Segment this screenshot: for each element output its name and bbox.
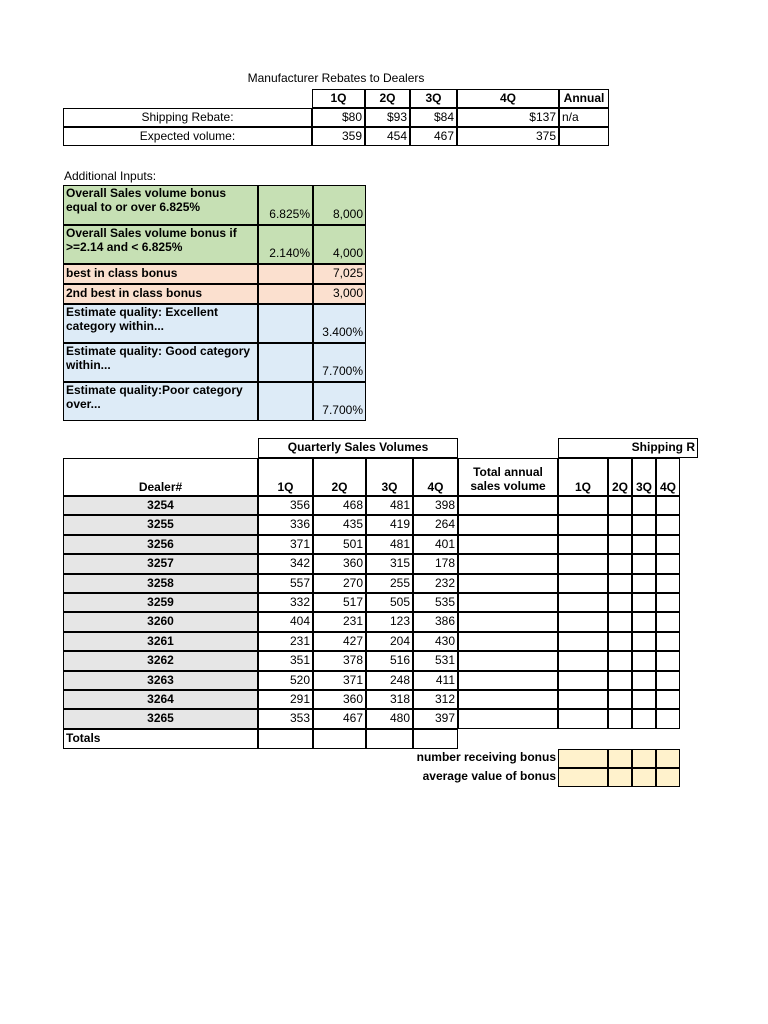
quarter-sales-value: 178	[413, 554, 458, 574]
quarter-sales-value: 516	[366, 651, 413, 671]
input-label: best in class bonus	[63, 264, 258, 284]
shipping-rebate-cell	[558, 709, 608, 729]
quarter-sales-value: 371	[313, 671, 366, 690]
bonus-avg-cell	[656, 768, 680, 787]
quarter-sales-value: 531	[413, 651, 458, 671]
shipping-rebate-cell	[558, 612, 608, 632]
quarter-sales-value: 397	[413, 709, 458, 729]
bonus-avg-cell	[632, 768, 656, 787]
shipping-rebate-cell	[608, 632, 632, 651]
quarter-sales-value: 342	[258, 554, 313, 574]
dealer-header: Dealer#	[63, 458, 258, 496]
quarter-sales-value: 315	[366, 554, 413, 574]
input-value: 4,000	[313, 225, 366, 264]
total-annual-cell	[458, 496, 558, 515]
shipping-rebate-cell	[608, 612, 632, 632]
shipping-rebate-cell	[656, 574, 680, 593]
quarter-sales-value: 356	[258, 496, 313, 515]
input-label: Overall Sales volume bonus if >=2.14 and < 6.825%	[63, 225, 258, 264]
shipping-rebate-cell	[632, 671, 656, 690]
quarter-sales-value: 517	[313, 593, 366, 612]
rebates-title: Manufacturer Rebates to Dealers	[247, 71, 425, 85]
quarter-sales-value: 371	[258, 535, 313, 554]
quarter-sales-value: 291	[258, 690, 313, 709]
input-percent: 6.825%	[258, 185, 313, 225]
dealer-id: 3261	[63, 632, 258, 651]
shipping-rebate-cell	[632, 709, 656, 729]
rebates-header-cell: 1Q	[312, 89, 365, 108]
total-annual-cell	[458, 593, 558, 612]
ship-quarter-header: 3Q	[632, 458, 656, 496]
input-label: Estimate quality: Excellent category within...	[63, 304, 258, 343]
dealer-id: 3259	[63, 593, 258, 612]
total-annual-cell	[458, 574, 558, 593]
shipping-rebate-cell	[608, 671, 632, 690]
shipping-rebate-cell	[656, 554, 680, 574]
total-annual-cell	[458, 632, 558, 651]
shipping-rebate-cell	[632, 554, 656, 574]
input-percent	[258, 343, 313, 382]
shipping-rebate-cell: n/a	[559, 108, 609, 127]
dealer-id: 3264	[63, 690, 258, 709]
input-label: Estimate quality: Good category within...	[63, 343, 258, 382]
input-percent: 2.140%	[258, 225, 313, 264]
total-annual-cell	[458, 535, 558, 554]
quarter-sales-value: 398	[413, 496, 458, 515]
total-annual-cell	[458, 690, 558, 709]
shipping-rebate-cell	[558, 574, 608, 593]
shipping-rebate-cell	[632, 574, 656, 593]
shipping-rebate-cell: $93	[365, 108, 410, 127]
rebates-header-cell: Annual	[559, 89, 609, 108]
shipping-rebate-cell	[558, 690, 608, 709]
dealer-id: 3263	[63, 671, 258, 690]
shipping-rebate-cell	[656, 709, 680, 729]
shipping-rebate-cell	[632, 612, 656, 632]
input-value: 7.700%	[313, 382, 366, 421]
dealer-id: 3265	[63, 709, 258, 729]
quarter-sales-value: 404	[258, 612, 313, 632]
shipping-rebate-cell	[558, 671, 608, 690]
bonus-count-cell	[608, 749, 632, 768]
quarter-sales-value: 232	[413, 574, 458, 593]
quarter-sales-value: 435	[313, 515, 366, 535]
shipping-rebate-cell	[656, 496, 680, 515]
total-annual-cell	[458, 554, 558, 574]
quarter-sales-value: 401	[413, 535, 458, 554]
shipping-rebate-cell	[656, 671, 680, 690]
quarter-sales-value: 353	[258, 709, 313, 729]
total-annual-cell	[458, 515, 558, 535]
shipping-rebate-cell	[632, 535, 656, 554]
quarter-sales-value: 419	[366, 515, 413, 535]
quarter-header: 3Q	[366, 458, 413, 496]
total-annual-cell	[458, 651, 558, 671]
ship-quarter-header: 1Q	[558, 458, 608, 496]
shipping-rebate-cell	[608, 515, 632, 535]
quarter-sales-value: 468	[313, 496, 366, 515]
quarter-sales-value: 312	[413, 690, 458, 709]
totals-cell	[313, 729, 366, 749]
shipping-rebate-cell	[608, 690, 632, 709]
shipping-rebate-cell	[558, 593, 608, 612]
input-percent	[258, 304, 313, 343]
input-percent	[258, 284, 313, 304]
shipping-rebate-cell	[608, 651, 632, 671]
shipping-rebate-cell	[558, 554, 608, 574]
shipping-rebate-cell	[608, 593, 632, 612]
shipping-rebate-cell	[632, 515, 656, 535]
shipping-rebate-cell	[558, 535, 608, 554]
bonus-avg-label: average value of bonus	[422, 769, 556, 783]
quarterly-sales-header: Quarterly Sales Volumes	[258, 438, 458, 458]
input-value: 3.400%	[313, 304, 366, 343]
shipping-rebate-cell	[608, 554, 632, 574]
totals-cell	[366, 729, 413, 749]
quarter-sales-value: 360	[313, 690, 366, 709]
quarter-sales-value: 270	[313, 574, 366, 593]
shipping-rebate-cell: $137	[457, 108, 559, 127]
input-label: 2nd best in class bonus	[63, 284, 258, 304]
input-percent	[258, 382, 313, 421]
quarter-sales-value: 386	[413, 612, 458, 632]
shipping-rebate-cell	[558, 651, 608, 671]
quarter-sales-value: 204	[366, 632, 413, 651]
rebates-header-cell: 2Q	[365, 89, 410, 108]
shipping-rebate-cell	[656, 535, 680, 554]
bonus-count-label: number receiving bonus	[416, 750, 556, 764]
quarter-sales-value: 481	[366, 535, 413, 554]
shipping-rebate-cell	[656, 651, 680, 671]
bonus-count-cell	[558, 749, 608, 768]
expected-volume-cell: 467	[410, 127, 457, 146]
shipping-rebate-group-header: Shipping R	[558, 438, 698, 458]
bonus-avg-cell	[558, 768, 608, 787]
quarter-sales-value: 520	[258, 671, 313, 690]
expected-volume-cell: 375	[457, 127, 559, 146]
shipping-rebate-cell	[656, 612, 680, 632]
shipping-rebate-cell	[632, 651, 656, 671]
shipping-rebate-cell	[656, 515, 680, 535]
rebates-header-blank	[63, 89, 312, 108]
dealer-id: 3256	[63, 535, 258, 554]
expected-volume-cell: 359	[312, 127, 365, 146]
quarter-sales-value: 332	[258, 593, 313, 612]
shipping-rebate-cell	[608, 709, 632, 729]
quarter-sales-value: 248	[366, 671, 413, 690]
quarter-sales-value: 231	[313, 612, 366, 632]
dealer-id: 3257	[63, 554, 258, 574]
bonus-count-cell	[632, 749, 656, 768]
input-value: 7,025	[313, 264, 366, 284]
quarter-sales-value: 427	[313, 632, 366, 651]
total-annual-header: Total annual sales volume	[458, 458, 558, 496]
totals-blank	[458, 729, 558, 749]
quarter-sales-value: 411	[413, 671, 458, 690]
totals-cell	[413, 729, 458, 749]
ship-quarter-header: 2Q	[608, 458, 632, 496]
input-value: 7.700%	[313, 343, 366, 382]
quarter-sales-value: 255	[366, 574, 413, 593]
shipping-rebate-cell	[558, 496, 608, 515]
quarter-sales-value: 505	[366, 593, 413, 612]
quarter-sales-value: 378	[313, 651, 366, 671]
shipping-rebate-cell	[558, 515, 608, 535]
shipping-rebate-cell	[608, 535, 632, 554]
total-annual-cell	[458, 709, 558, 729]
shipping-rebate-cell	[558, 632, 608, 651]
quarter-sales-value: 557	[258, 574, 313, 593]
dealer-id: 3254	[63, 496, 258, 515]
shipping-rebate-cell: $84	[410, 108, 457, 127]
input-value: 8,000	[313, 185, 366, 225]
bonus-avg-cell	[608, 768, 632, 787]
quarter-sales-value: 123	[366, 612, 413, 632]
quarter-sales-value: 351	[258, 651, 313, 671]
quarter-header: 2Q	[313, 458, 366, 496]
input-value: 3,000	[313, 284, 366, 304]
shipping-rebate-cell	[632, 632, 656, 651]
quarter-sales-value: 535	[413, 593, 458, 612]
shipping-rebate-cell	[608, 574, 632, 593]
expected-volume-label: Expected volume:	[63, 127, 312, 146]
quarter-header: 1Q	[258, 458, 313, 496]
totals-label: Totals	[63, 729, 258, 749]
shipping-rebate-cell	[632, 690, 656, 709]
quarter-sales-value: 467	[313, 709, 366, 729]
bonus-count-cell	[656, 749, 680, 768]
shipping-rebate-cell	[608, 496, 632, 515]
totals-cell	[258, 729, 313, 749]
quarter-sales-value: 430	[413, 632, 458, 651]
shipping-rebate-cell	[632, 496, 656, 515]
total-annual-cell	[458, 671, 558, 690]
quarter-sales-value: 231	[258, 632, 313, 651]
input-label: Overall Sales volume bonus equal to or over 6.825%	[63, 185, 258, 225]
quarter-sales-value: 360	[313, 554, 366, 574]
expected-volume-cell	[559, 127, 609, 146]
quarter-sales-value: 336	[258, 515, 313, 535]
ship-quarter-header: 4Q	[656, 458, 680, 496]
expected-volume-cell: 454	[365, 127, 410, 146]
quarter-sales-value: 264	[413, 515, 458, 535]
quarter-sales-value: 480	[366, 709, 413, 729]
shipping-rebate-cell	[632, 593, 656, 612]
input-percent	[258, 264, 313, 284]
shipping-rebate-label: Shipping Rebate:	[63, 108, 312, 127]
dealer-id: 3260	[63, 612, 258, 632]
quarter-header: 4Q	[413, 458, 458, 496]
shipping-rebate-cell	[656, 593, 680, 612]
shipping-rebate-cell	[656, 632, 680, 651]
dealer-id: 3258	[63, 574, 258, 593]
total-annual-cell	[458, 612, 558, 632]
rebates-header-cell: 3Q	[410, 89, 457, 108]
shipping-rebate-cell	[656, 690, 680, 709]
dealer-id: 3255	[63, 515, 258, 535]
quarter-sales-value: 481	[366, 496, 413, 515]
quarter-sales-value: 501	[313, 535, 366, 554]
input-label: Estimate quality:Poor category over...	[63, 382, 258, 421]
quarter-sales-value: 318	[366, 690, 413, 709]
shipping-rebate-cell: $80	[312, 108, 365, 127]
rebates-header-cell: 4Q	[457, 89, 559, 108]
dealer-id: 3262	[63, 651, 258, 671]
inputs-title: Additional Inputs:	[64, 169, 157, 183]
